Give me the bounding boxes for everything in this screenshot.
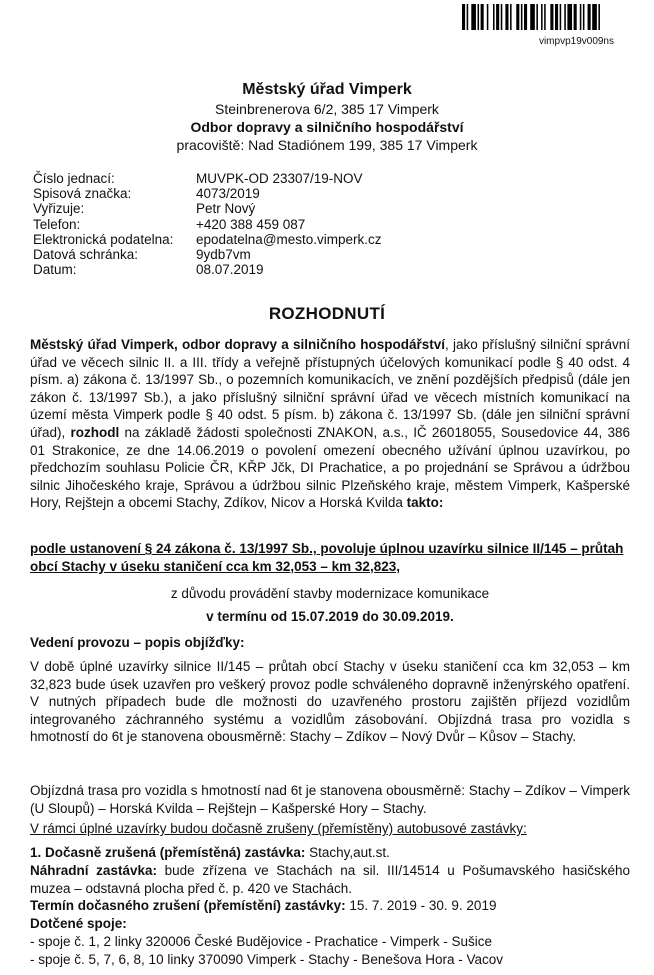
affected-line-1: - spoje č. 1, 2 linky 320006 České Budějovice - Prachatice - Vimperk - Sušice <box>30 934 492 949</box>
bus-stops-intro: V rámci úplné uzavírky budou dočasně zrušeny (přemístěny) autobusové zastávky: <box>30 821 527 836</box>
decision-term: v termínu od 15.07.2019 do 30.09.2019. <box>206 609 454 624</box>
meta-label: Spisová značka: <box>33 186 132 202</box>
barcode-image <box>462 4 644 30</box>
stop-1-label: 1. Dočasně zrušená (přemístěná) zastávka: <box>30 845 306 860</box>
intro-lead: Městský úřad Vimperk, odbor dopravy a silničního hospodářství <box>30 337 445 352</box>
meta-row <box>33 262 382 277</box>
barcode-text: vimpvp19v009ns <box>538 36 614 47</box>
letterhead <box>0 80 654 154</box>
detour-heading: Vedení provozu – popis objížďky: <box>30 635 245 650</box>
meta-row <box>33 186 382 201</box>
meta-label: Telefon: <box>33 216 81 232</box>
document-title: ROZHODNUTÍ <box>268 304 386 323</box>
affected-line-2: - spoje č. 5, 7, 6, 8, 10 linky 370090 Vimperk - Stachy - Benešova Hora - Vacov <box>30 952 503 967</box>
replacement-stop <box>30 862 630 897</box>
intro-paragraph <box>30 336 630 512</box>
meta-value: 4073/2019 <box>196 186 260 202</box>
decision-statement: podle ustanovení § 24 zákona č. 13/1997 Sb., povoluje úplnou uzavírku silnice II/145 – průtah obcí Stachy v úseku staničení cca km 32,053 – km 32,823, <box>30 541 624 574</box>
meta-value: +420 388 459 087 <box>196 216 306 232</box>
meta-value: epodatelna@mesto.vimperk.cz <box>196 231 382 247</box>
meta-value: Petr Nový <box>196 201 256 217</box>
stop-term-label: Termín dočasného zrušení (přemístění) zastávky: <box>30 898 346 913</box>
intro-text-1: , jako příslušný silniční správní úřad ve věcech silnic II. a III. třídy a veřejně přístupných účelových komunikací podle § 40 odst. 4 písm. a) zákona č. 13/1997 Sb., o pozemních komunikacích, ve znění pozdějších předpisů (dále jen zákon č. 13/1997 Sb.), a jako příslušný silniční správní úřad ve věcech místních komunikací na území města Vimperk podle § 40 odst. 5 písm. b) zákona č. 13/1997 Sb. (dále jen silniční správní úřad), <box>30 337 631 440</box>
meta-value: MUVPK-OD 23307/19-NOV <box>196 171 363 186</box>
office-name: Městský úřad Vimperk <box>242 81 412 98</box>
stop-term-value: 15. 7. 2019 - 30. 9. 2019 <box>345 898 497 913</box>
intro-text-2: na základě žádosti společnosti ZNAKON, a.s., IČ 26018055, Sousedovice 44, 386 01 Strakonice, ze dne 14.06.2019 o povolení omezení obecného užívání úplnou uzavírkou, po předchozím souhlasu Policie ČR, KŘP Jčk, DI Prachatice, a po projednání se Správou a údržbou silnic Jihočeského kraje, Správou a údržbou silnic Plzeňského kraje, městem Vimperk, Kašperské Hory, Rejštejn a obcemi Stachy, Zdíkov, Nicov a Horská Kvilda <box>30 424 630 511</box>
meta-row <box>33 217 382 232</box>
meta-label: Datová schránka: <box>33 246 139 262</box>
workplace-address: pracoviště: Nad Stadiónem 199, 385 17 Vimperk <box>176 137 478 153</box>
replacement-stop-value: bude zřízena ve Stachách na sil. III/14514 u Pošumavského hasičského muzea – odstavná plocha před č. p. 420 ve Stachách. <box>30 863 630 896</box>
decision-reason: z důvodu provádění stavby modernizace komunikace <box>170 586 490 601</box>
meta-label: Datum: <box>33 262 77 278</box>
intro-thus: takto: <box>406 495 444 511</box>
document-metadata <box>33 171 382 277</box>
meta-label: Číslo jednací: <box>33 171 115 186</box>
meta-row <box>33 201 382 216</box>
meta-label: Vyřizuje: <box>33 201 85 217</box>
meta-value: 08.07.2019 <box>196 262 264 278</box>
detour-paragraph-1: V době úplné uzavírky silnice II/145 – průtah obcí Stachy v úseku staničení cca km 32,053 – km 32,823 bude úsek uzavřen pro veškerý provoz podle schváleného dopravně inženýrského opatření. V nutných případech bude dle možnosti do uzavřeného prostoru zajištěn příjezd vozidlům integrovaného záchranného systému a vozidlům zásobování. Objízdná trasa pro vozidla s hmotností do 6t je stanovena obousměrně: Stachy – Zdíkov – Nový Dvůr – Kůsov – Stachy. <box>30 659 630 745</box>
office-address: Steinbrenerova 6/2, 385 17 Vimperk <box>215 101 439 117</box>
meta-value: 9ydb7vm <box>196 246 251 262</box>
meta-row <box>33 247 382 262</box>
meta-row <box>33 171 382 186</box>
department-name: Odbor dopravy a silničního hospodářství <box>190 119 464 135</box>
replacement-stop-label: Náhradní zastávka: <box>30 863 157 878</box>
intro-decided: rozhodl <box>70 424 120 440</box>
stop-term <box>30 897 630 915</box>
meta-row <box>33 232 382 247</box>
stop-1-value: Stachy,aut.st. <box>305 845 390 860</box>
meta-label: Elektronická podatelna: <box>33 231 174 247</box>
affected-lines-heading: Dotčené spoje: <box>30 916 127 931</box>
detour-paragraph-2: Objízdná trasa pro vozidla s hmotností nad 6t je stanovena obousměrně: Stachy – Zdíkov – Vimperk (U Sloupů) – Horská Kvilda – Rejštejn – Kašperské Hory – Stachy. <box>30 783 630 816</box>
stop-1 <box>30 844 630 862</box>
